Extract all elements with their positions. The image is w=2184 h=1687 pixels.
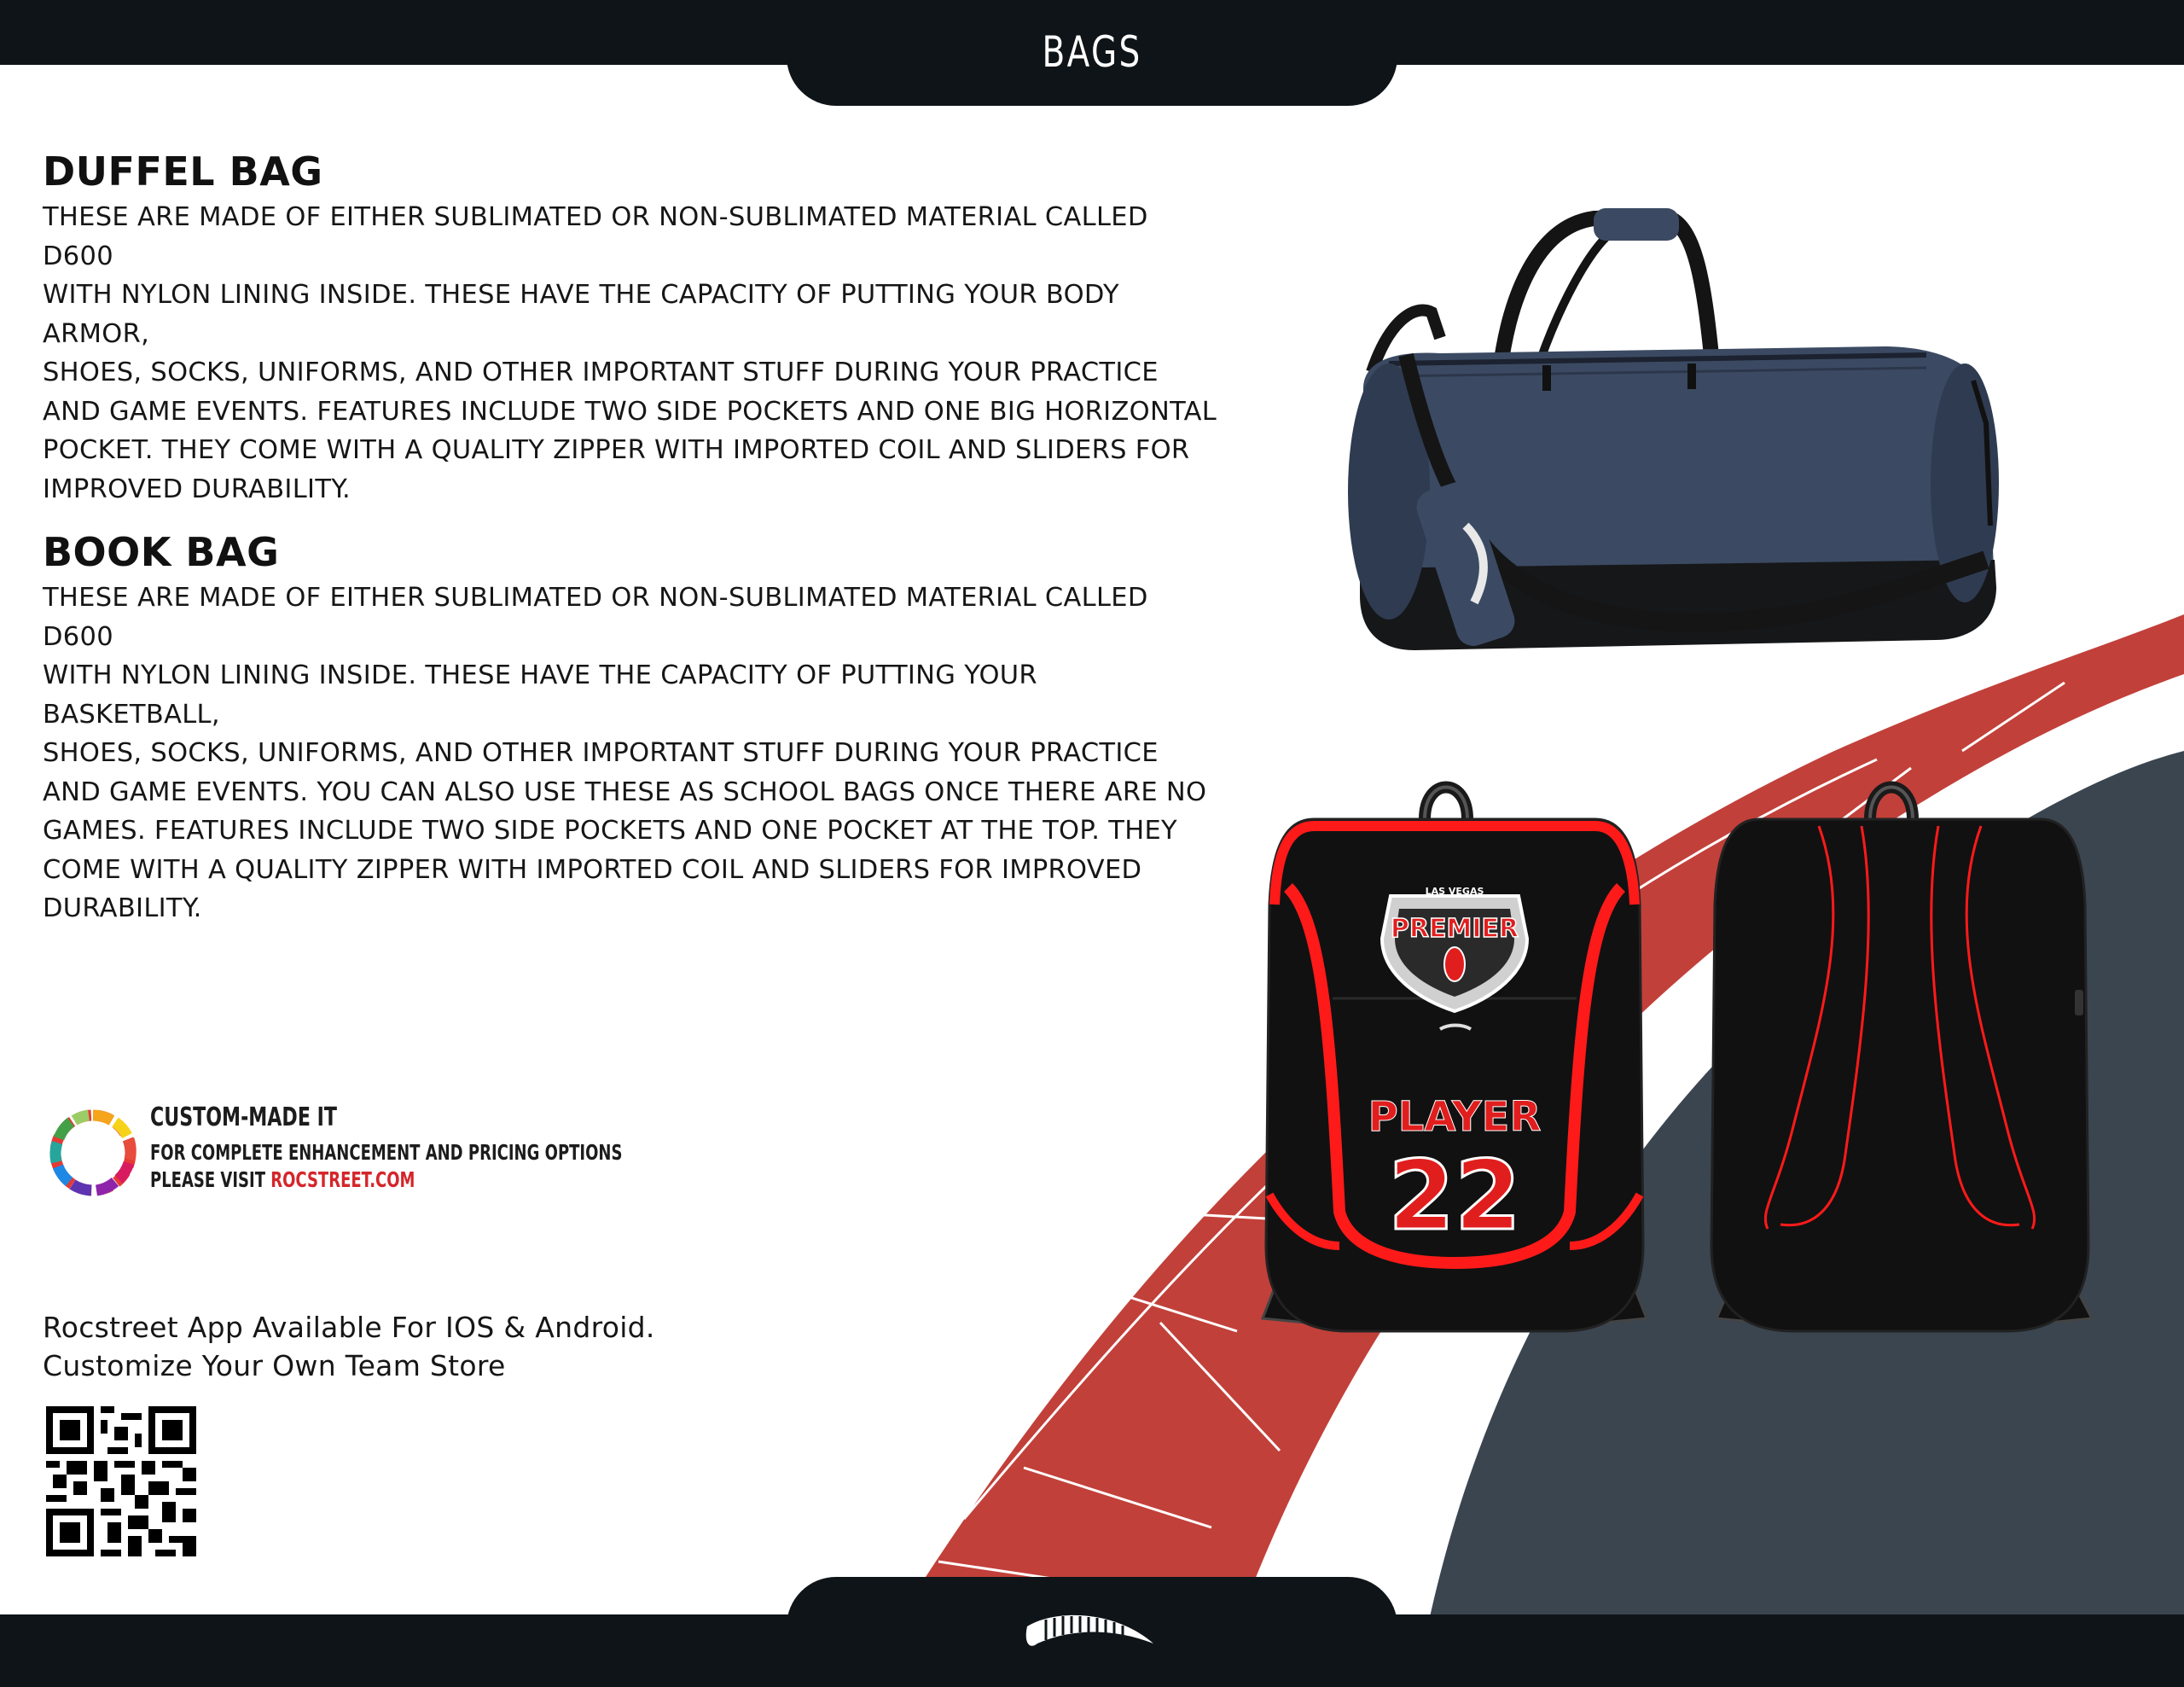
duffel-bag-title: DUFFEL BAG [43, 148, 323, 195]
book-bag-title: BOOK BAG [43, 529, 280, 575]
app-availability-text: Rocstreet App Available For IOS & Android. [43, 1311, 655, 1344]
rocstreet-logo-icon [1020, 1609, 1160, 1657]
backpack-front-image [1254, 768, 1655, 1340]
custom-made-title: CUSTOM-MADE IT [150, 1102, 337, 1132]
custom-made-promo [44, 1102, 642, 1205]
team-store-text: Customize Your Own Team Store [43, 1349, 506, 1382]
logo-premier-text: PREMIER [1390, 914, 1519, 944]
qr-code-icon[interactable] [46, 1406, 196, 1556]
rocstreet-link[interactable]: ROCSTREET.COM [270, 1167, 415, 1192]
page-title: BAGS [1042, 27, 1142, 77]
player-label: PLAYER [1368, 1093, 1542, 1141]
header-tab [787, 0, 1397, 106]
visit-prefix: PLEASE VISIT [150, 1167, 271, 1192]
player-number: 22 [1388, 1141, 1521, 1252]
custom-made-line-2 [150, 1167, 415, 1192]
duffel-bag-description: THESE ARE MADE OF EITHER SUBLIMATED OR NON-SUBLIMATED MATERIAL CALLED D600 WITH NYLON LINING INSIDE. THESE HAVE THE CAPACITY OF PUTTING YOUR BODY ARMOR, SHOES, SOCKS, UNIFORMS, AND OTHER IMPORTANT STUFF DURING YOUR PRACTICE AND GAME EVENTS. FEATURES INCLUDE TWO SIDE POCKETS AND ONE BIG HORIZONTAL POCKET. THEY COME WITH A QUALITY ZIPPER WITH IMPORTED COIL AND SLIDERS FOR IMPROVED DURABILITY. [43, 202, 1217, 504]
color-wheel-icon [44, 1104, 142, 1201]
backpack-back-image [1699, 768, 2100, 1340]
logo-small-text: LAS VEGAS [1425, 886, 1484, 897]
duffel-bag-image [1338, 201, 2012, 688]
custom-made-line-1: FOR COMPLETE ENHANCEMENT AND PRICING OPTIONS [150, 1140, 623, 1165]
book-bag-description: THESE ARE MADE OF EITHER SUBLIMATED OR NON-SUBLIMATED MATERIAL CALLED D600 WITH NYLON LINING INSIDE. THESE HAVE THE CAPACITY OF PUTTING YOUR BASKETBALL, SHOES, SOCKS, UNIFORMS, AND OTHER IMPORTANT STUFF DURING YOUR PRACTICE AND GAME EVENTS. YOU CAN ALSO USE THESE AS SCHOOL BAGS ONCE THERE ARE NO GAMES. FEATURES INCLUDE TWO SIDE POCKETS AND ONE POCKET AT THE TOP. THEY COME WITH A QUALITY ZIPPER WITH IMPORTED COIL AND SLIDERS FOR IMPROVED DURABILITY. [43, 583, 1207, 923]
